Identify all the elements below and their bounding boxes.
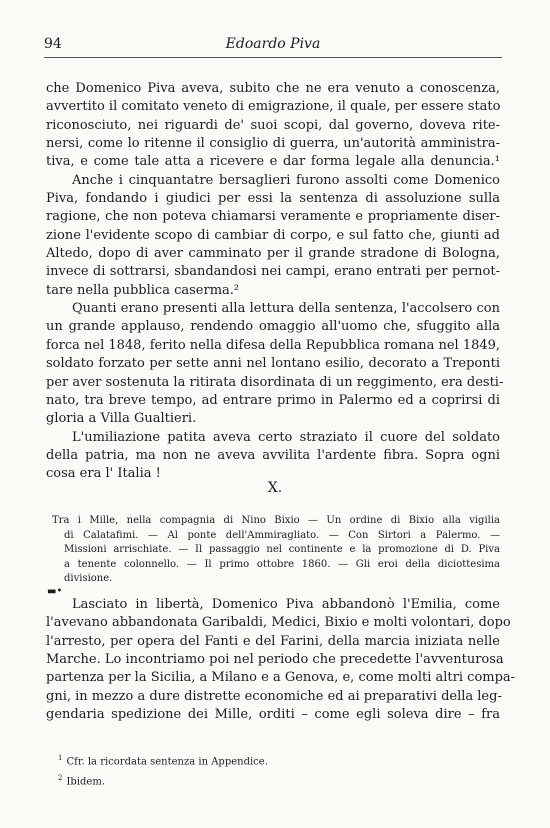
- text-line: L'umiliazione patita aveva certo straziato il cuore del soldato: [72, 429, 500, 445]
- paragraph-4: [46, 429, 500, 484]
- summary-line: Tra i Mille, nella compagnia di Nino Bixio — Un ordine di Bixio alla vigilia: [52, 515, 500, 526]
- chapter-summary: [46, 514, 500, 587]
- text-line: tiva, e come tale atta a ricevere e dar forma legale alla denuncia.¹: [46, 154, 500, 170]
- text-line: Marche. Lo incontriamo poi nel periodo che precedette l'avventurosa: [46, 652, 504, 668]
- footnote: [58, 750, 268, 770]
- text-line: cosa era l' Italia !: [46, 466, 161, 482]
- footnotes: [58, 750, 268, 791]
- text-line: per aver sostenuta la ritirata disordinata di un reggimento, era desti-: [46, 374, 504, 390]
- text-line: partenza per la Sicilia, a Milano e a Genova, e, come molti altri compa-: [46, 670, 516, 686]
- text-line: nato, tra breve tempo, ad entrare primo in Palermo ed a coprirsi di: [46, 392, 500, 408]
- text-line: un grande applauso, rendendo omaggio all'uomo che, sfuggito alla: [46, 319, 500, 335]
- summary-line: Missioni arrischiate. — Il passaggio nel continente e la promozione di D. Piva: [64, 544, 500, 556]
- text-line: forca nel 1848, ferito nella difesa della Repubblica romana nel 1849,: [46, 337, 501, 353]
- text-line: tare nella pubblica caserma.²: [46, 282, 240, 298]
- summary-line: divisione.: [64, 573, 113, 585]
- text-line: Piva, fondando i giudici per essi la sentenza di assoluzione sulla: [46, 191, 500, 207]
- footnote-mark: 2: [58, 774, 63, 783]
- text-line: riconosciuto, nei riguardi de' suoi scopi, dal governo, doveva rite-: [46, 117, 500, 133]
- text-line: zione l'evidente scopo di cambiar di corpo, e sul fatto che, giunti ad: [46, 227, 500, 243]
- running-title: Edoardo Piva: [225, 36, 321, 52]
- text-line: Altedo, dopo di aver camminato per il grande stradone di Bologna,: [46, 246, 500, 262]
- text-line: gni, in mezzo a dure distrette economiche ed ai preparativi della leg-: [46, 688, 502, 704]
- summary-line: di Calatafimi. — Al ponte dell'Ammiragliato. — Con Sirtori a Palermo. —: [64, 529, 500, 541]
- chapter-number: X.: [267, 480, 283, 496]
- page-number: 94: [44, 36, 62, 52]
- text-line: Anche i cinquantatre bersaglieri furono assolti come Domenico: [72, 172, 500, 188]
- text-line: Quanti erano presenti alla lettura della sentenza, l'accolsero con: [72, 301, 500, 317]
- text-line: invece di sottrarsi, sbandandosi nei campi, erano entrati per pernot-: [46, 264, 500, 280]
- paragraph-3: [46, 300, 504, 428]
- text-line: che Domenico Piva aveva, subito che ne era venuto a conoscenza,: [46, 81, 500, 96]
- text-line: l'arresto, per opera del Fanti e del Farini, della marcia iniziata nelle: [46, 633, 500, 649]
- text-line: nersi, come lo ritenne il consiglio di guerra, un'autorità amministra-: [46, 136, 500, 152]
- footnote-text: Cfr. la ricordata sentenza in Appendice.: [66, 756, 268, 768]
- footnote-text: Ibidem.: [66, 776, 105, 788]
- paragraph-2: [46, 172, 500, 300]
- footnote-mark: 1: [58, 754, 63, 762]
- text-line: gloria a Villa Gualtieri.: [46, 411, 197, 427]
- summary-line: a tenente colonnello. — Il primo ottobre 1860. — Gli eroi della diciottesima: [64, 558, 500, 570]
- text-line: ragione, che non poteva chiamarsi veramente e propriamente diser-: [46, 209, 500, 225]
- paragraph-1: [46, 80, 500, 172]
- ornament-mark: ▬•: [47, 586, 63, 597]
- body-text-lower: [46, 596, 516, 724]
- paragraph-5: [46, 596, 516, 724]
- text-line: Lasciato in libertà, Domenico Piva abbandonò l'Emilia, come: [72, 597, 500, 612]
- text-line: l'avevano abbandonata Garibaldi, Medici, Bixio e molti volontari, dopo: [46, 615, 511, 631]
- text-line: della patria, ma non ne aveva avvilita l'ardente fibra. Sopra ogni: [46, 447, 500, 463]
- header-rule: [44, 57, 502, 58]
- text-line: avvertito il comitato veneto di emigrazione, il quale, per essere stato: [46, 99, 501, 115]
- body-text-upper: [46, 80, 504, 484]
- footnote: [58, 770, 268, 790]
- text-line: soldato forzato per sette anni nel lontano esilio, decorato a Treponti: [46, 356, 500, 372]
- page-header: [44, 36, 502, 58]
- text-line: gendaria spedizione dei Mille, orditi – come egli soleva dire – fra: [46, 707, 500, 723]
